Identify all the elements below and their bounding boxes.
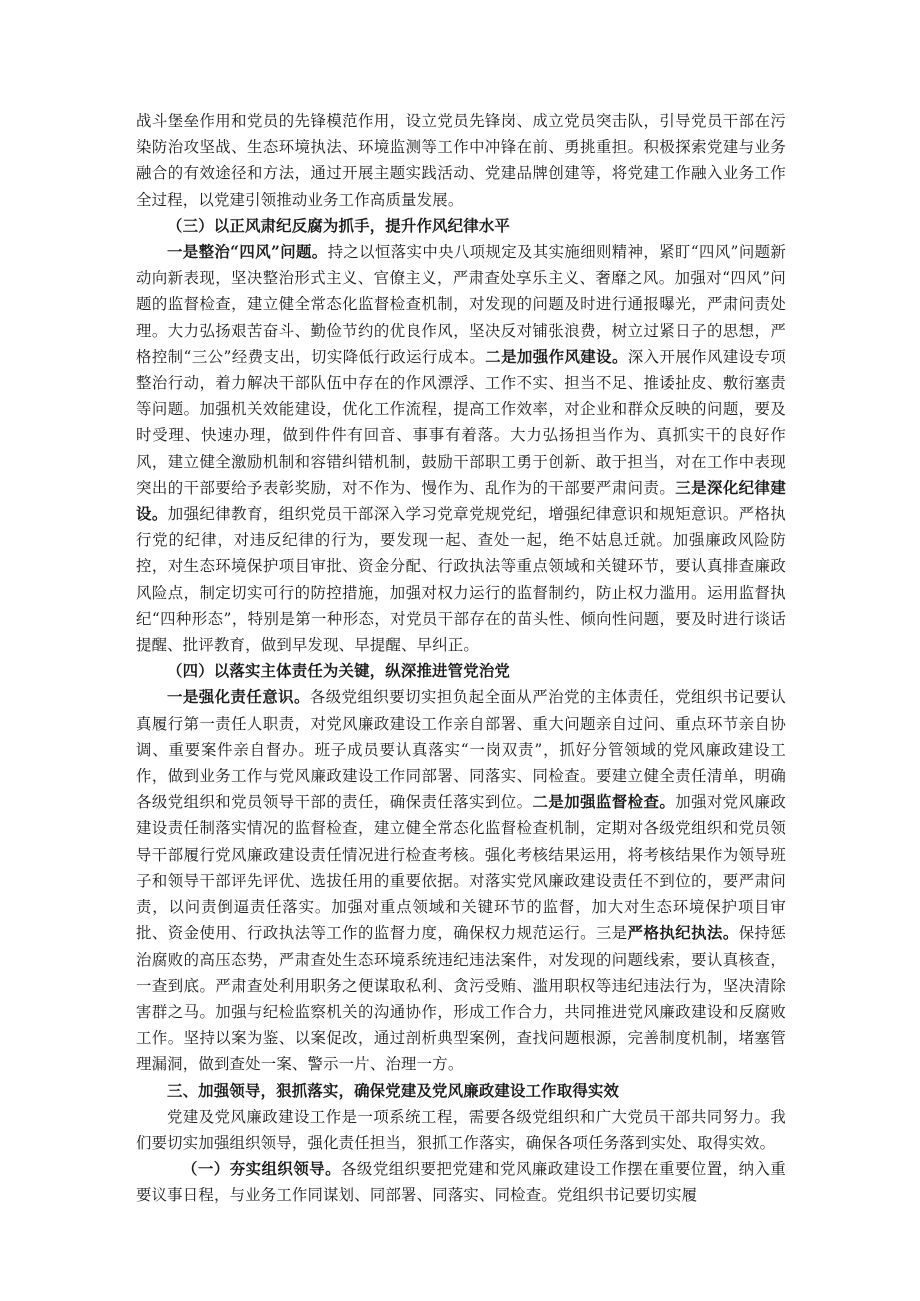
section-heading — [136, 213, 786, 239]
body-paragraph — [136, 108, 786, 213]
bold-run: 二是加强监督检查。 — [532, 793, 676, 812]
bold-run: （一）夯实组织领导。 — [182, 1160, 342, 1179]
bold-run: 一是整治“四风”问题。 — [167, 243, 328, 262]
body-paragraph — [136, 684, 786, 1077]
body-paragraph — [136, 1104, 786, 1156]
bold-run: （四）以落实主体责任为关键，纵深推进管党治党 — [167, 662, 510, 681]
text-run: 持之以恒落实中央八项规定及其实施细则精神，紧盯“四风”问题新动向新表现，坚决整治形式主义、官僚主义，严肃查处享乐主义、奢靡之风。加强对“四风”问题的监督检查，建立健全常态化监督检查机制，对发现的问题及时进行通报曝光，严肃问责处理。大力弘扬艰苦奋斗、勤俭节约的优良作风，坚决反对铺张浪费，树立过紧日子的思想，严格控制“三公”经费支出，切实降低行政运行成本。 — [136, 243, 786, 366]
text-run: 保持惩治腐败的高压态势，严肃查处生态环境系统违纪违法案件，对发现的问题线索，要认真核查，一查到底。严肃查处利用职务之便谋取私利、贪污受贿、滥用职权等违纪违法行为，坚决清除害群之马。加强与纪检监察机关的沟通协作，形成工作合力，共同推进党风廉政建设和反腐败工作。坚持以案为鉴、以案促改，通过剖析典型案例，查找问题根源，完善制度机制，堵塞管理漏洞，做到查处一案、警示一片、治理一方。 — [136, 924, 786, 1074]
bold-run: 一是强化责任意识。 — [167, 688, 310, 707]
bold-run: （三）以正风肃纪反腐为抓手，提升作风纪律水平 — [167, 216, 510, 235]
body-paragraph — [136, 239, 786, 658]
bold-run: 三是深化纪律建设。 — [136, 478, 786, 524]
text-run: 各级党组织要把党建和党风廉政建设工作摆在重要位置，纳入重要议事日程，与业务工作同谋划、同部署、同落实、同检查。党组织书记要切实履 — [136, 1160, 786, 1205]
text-run: 加强对党风廉政建设责任制落实情况的监督检查，建立健全常态化监督检查机制，定期对各级党组织和党员领导干部履行党风廉政建设责任情况进行检查考核。强化考核结果运用，将考核结果作为领导班子和领导干部评先评优、选拔任用的重要依据。对落实党风廉政建设责任不到位的，要严肃问责，以问责倒逼责任落实。加强对重点领域和关键环节的监督，加大对生态环境保护项目审批、资金使用、行政执法等工作的监督力度，确保权力规范运行。三是 — [136, 793, 786, 943]
bold-run: 三、加强领导，狠抓落实，确保党建及党风廉政建设工作取得实效 — [167, 1081, 620, 1100]
section-heading — [136, 658, 786, 684]
text-run: 深入开展作风建设专项整治行动，着力解决干部队伍中存在的作风漂浮、工作不实、担当不足、推诿扯皮、敷衍塞责等问题。加强机关效能建设，优化工作流程，提高工作效率，对企业和群众反映的问题，要及时受理、快速办理，做到件件有回音、事事有着落。大力弘扬担当作为、真抓实干的良好作风，建立健全激励机制和容错纠错机制，鼓励干部职工勇于创新、敢于担当，对在工作中表现突出的干部要给予表彰奖励，对不作为、慢作为、乱作为的干部要严肃问责。 — [136, 347, 786, 497]
document-page — [136, 108, 786, 1209]
text-run: 党建及党风廉政建设工作是一项系统工程，需要各级党组织和广大党员干部共同努力。我们要切实加强组织领导，强化责任担当，狠抓工作落实，确保各项任务落到实处、取得实效。 — [136, 1107, 786, 1152]
bold-run: 严格执纪执法。 — [627, 924, 739, 943]
section-heading — [136, 1078, 786, 1104]
text-run: 加强纪律教育，组织党员干部深入学习党章党规党纪，增强纪律意识和规矩意识。严格执行党的纪律，对违反纪律的行为，要发现一起、查处一起，绝不姑息迁就。加强廉政风险防控，对生态环境保护项目审批、资金分配、行政执法等重点领域和关键环节，要认真排查廉政风险点，制定切实可行的防控措施，加强对权力运行的监督制约，防止权力滥用。运用监督执纪“四种形态”，特别是第一种形态，对党员干部存在的苗头性、倾向性问题，要及时进行谈话提醒、批评教育，做到早发现、早提醒、早纠正。 — [136, 505, 786, 655]
bold-run: 二是加强作风建设。 — [485, 347, 628, 366]
text-run: 各级党组织要切实担负起全面从严治党的主体责任，党组织书记要认真履行第一责任人职责，对党风廉政建设工作亲自部署、重大问题亲自过问、重点环节亲自协调、重要案件亲自督办。班子成员要认真落实“一岗双责”，抓好分管领域的党风廉政建设工作，做到业务工作与党风廉政建设工作同部署、同落实、同检查。要建立健全责任清单，明确各级党组织和党员领导干部的责任，确保责任落实到位。 — [136, 688, 786, 812]
text-run: 战斗堡垒作用和党员的先锋模范作用，设立党员先锋岗、成立党员突击队，引导党员干部在污染防治攻坚战、生态环境执法、环境监测等工作中冲锋在前、勇挑重担。积极探索党建与业务融合的有效途径和方法，通过开展主题实践活动、党建品牌创建等，将党建工作融入业务工作全过程，以党建引领推动业务工作高质量发展。 — [136, 112, 786, 209]
section-heading — [136, 1156, 786, 1208]
